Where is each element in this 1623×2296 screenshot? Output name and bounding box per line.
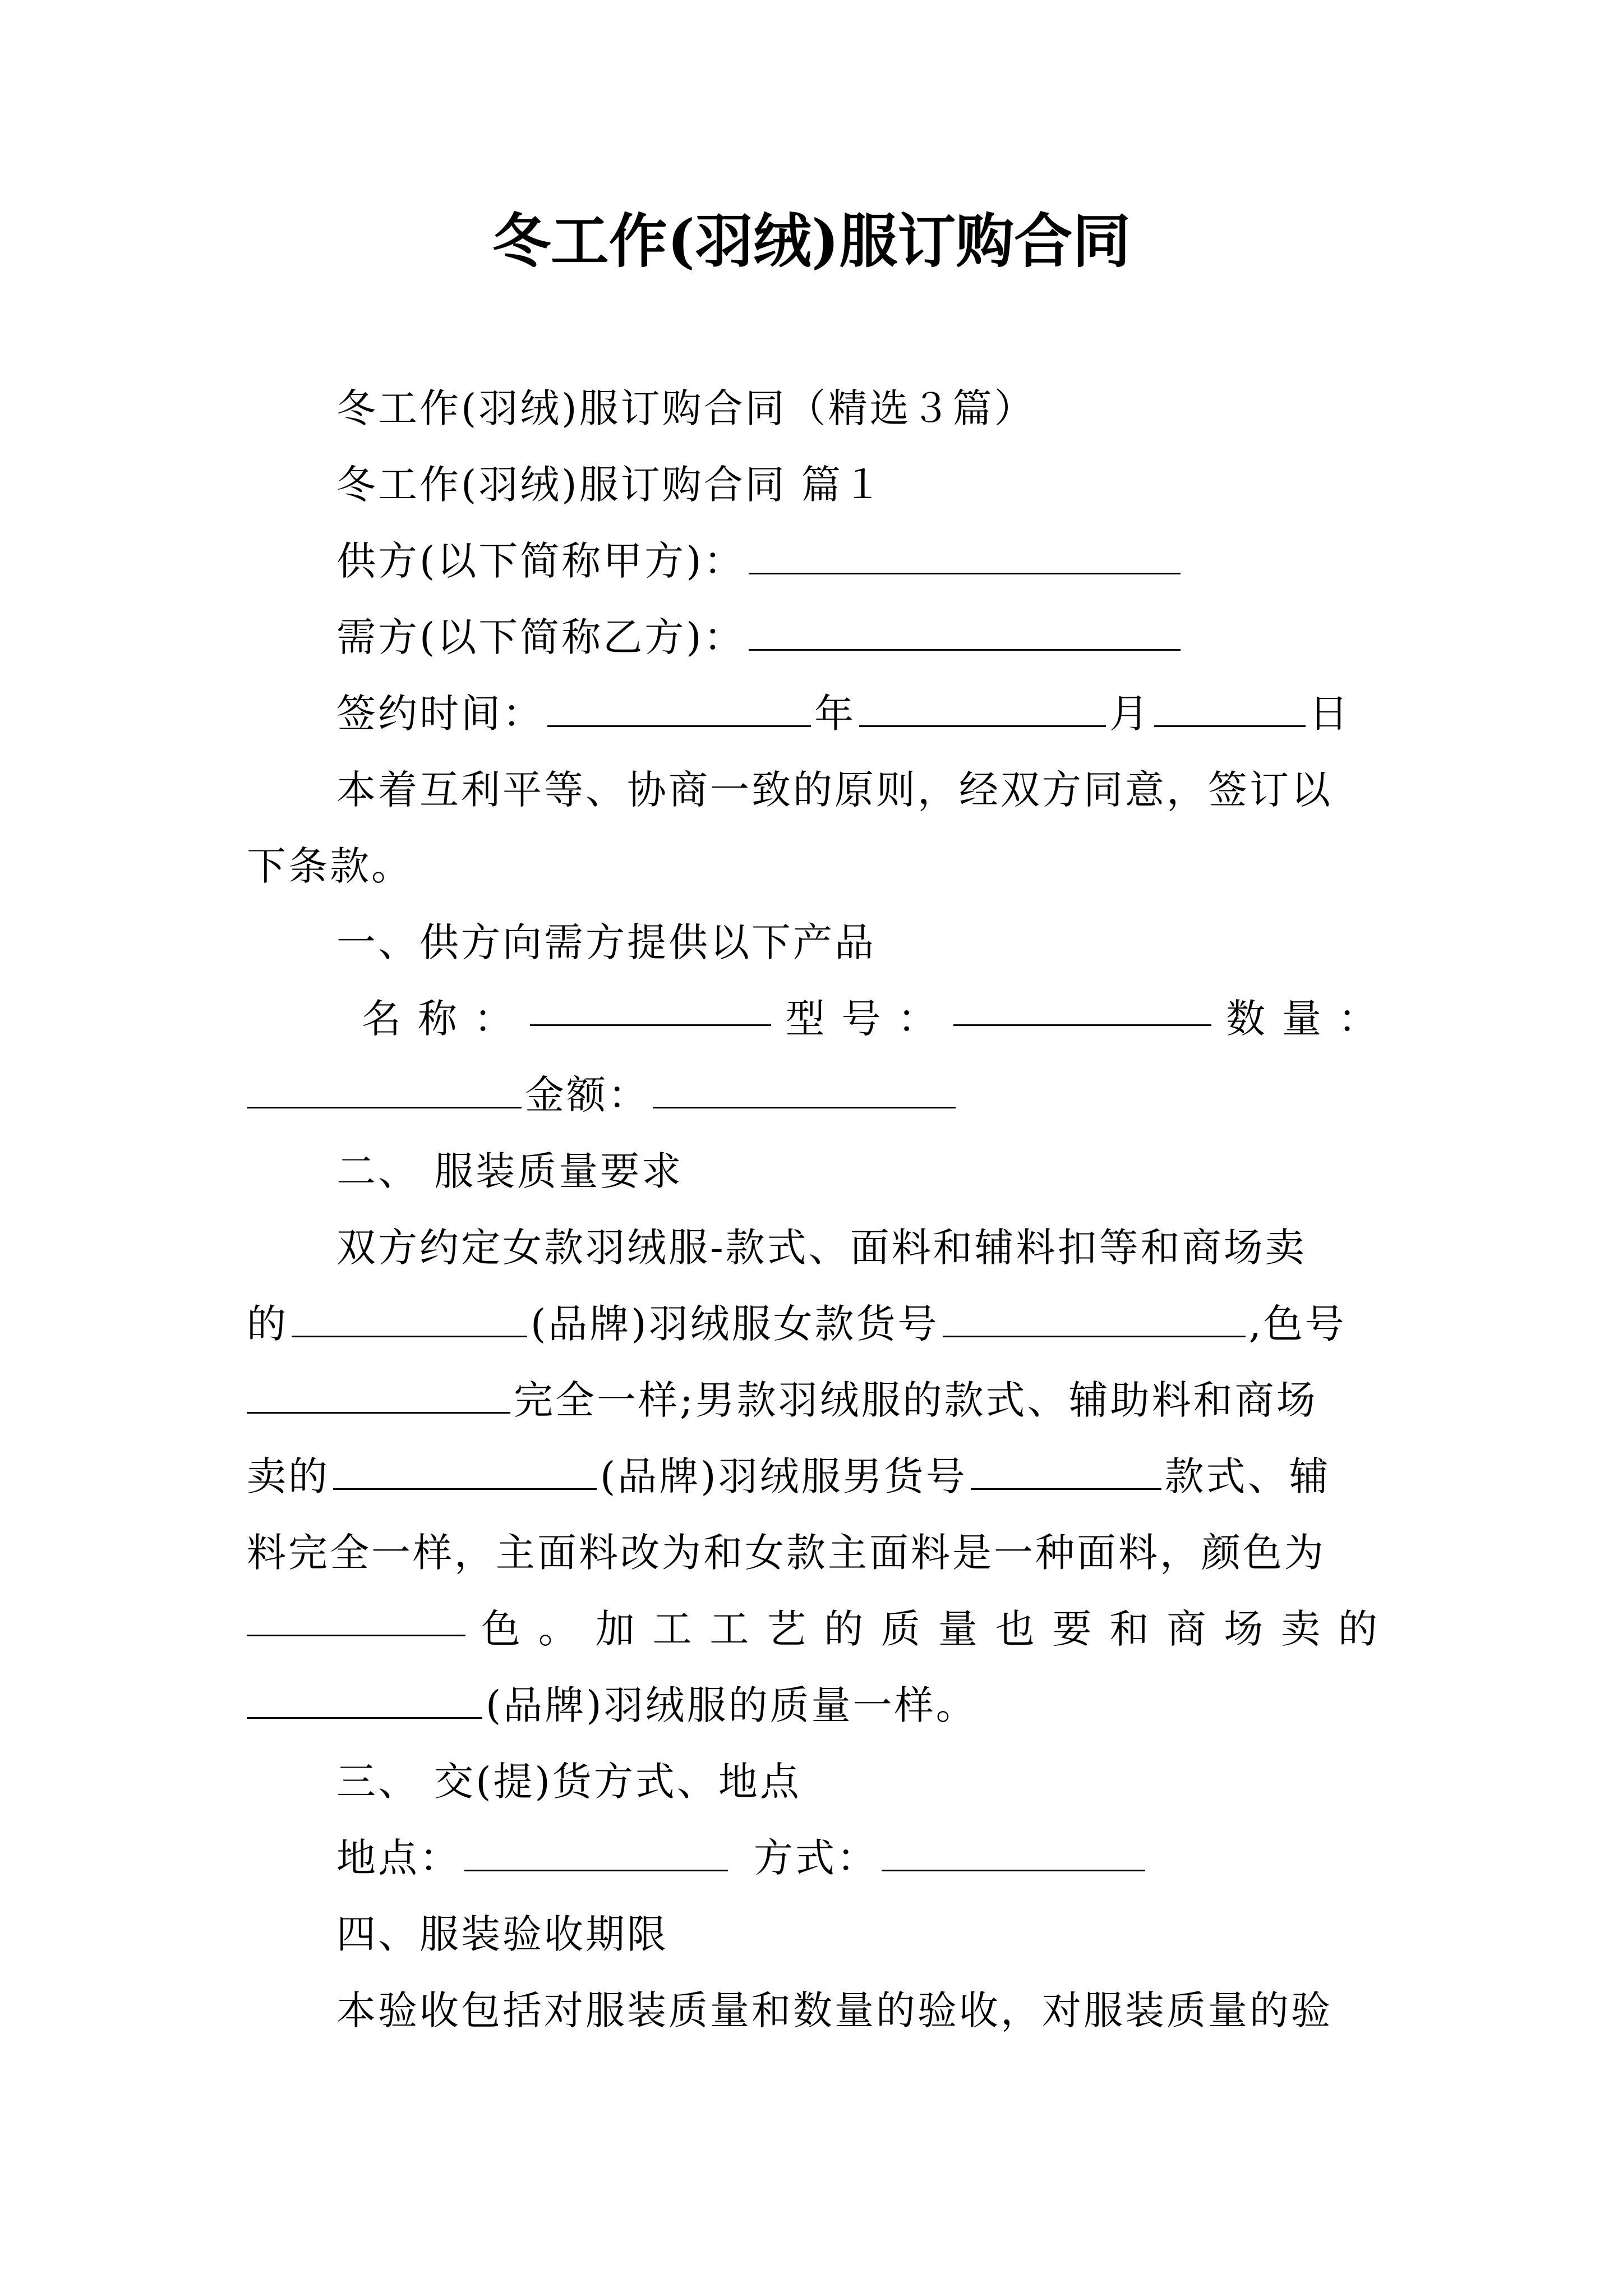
clause2-line-5: 料完全一样，主面料改为和女款主面料是一种面料，颜色为 — [247, 1530, 1326, 1576]
l6-char: 。 — [538, 1606, 580, 1652]
clause2-l7-text: (品牌)羽绒服的质量一样。 — [486, 1682, 978, 1728]
color-number-blank[interactable] — [247, 1378, 510, 1414]
buyer-label: 需方(以下简称乙方)： — [336, 614, 745, 660]
women-brand-blank[interactable] — [292, 1302, 527, 1337]
clause2-l4-start: 卖的 — [247, 1453, 330, 1499]
qty-char-2: 量 — [1282, 996, 1324, 1042]
l6-char: 艺 — [767, 1606, 809, 1652]
buyer-line — [336, 609, 1380, 665]
l6-char: 的 — [824, 1606, 866, 1652]
l6-char: 加 — [595, 1606, 637, 1652]
qty-char-1: 数 — [1226, 996, 1268, 1042]
clause2-l4-mid: (品牌)羽绒服男货号 — [600, 1453, 967, 1499]
place-blank[interactable] — [464, 1836, 728, 1871]
supplier-line — [336, 533, 1380, 589]
clause2-l2-start: 的 — [247, 1301, 288, 1347]
model-char-2: 号 — [841, 996, 883, 1042]
year-label: 年 — [814, 691, 856, 737]
year-blank[interactable] — [547, 692, 811, 727]
clause2-line-6 — [247, 1601, 1380, 1657]
name-char-1: 名 — [362, 996, 403, 1042]
name-char-3: ： — [473, 996, 515, 1042]
name-blank[interactable] — [530, 991, 771, 1026]
buyer-blank[interactable] — [749, 615, 1181, 651]
l6-char: 和 — [1109, 1606, 1151, 1652]
intro-line-2: 下条款。 — [247, 843, 413, 889]
model-blank[interactable] — [953, 991, 1211, 1026]
l6-char: 的 — [1338, 1606, 1380, 1652]
place-label: 地点： — [336, 1835, 461, 1881]
clause1-heading: 一、供方向需方提供以下产品 — [336, 919, 876, 965]
l6-char: 工 — [652, 1606, 694, 1652]
clause3-heading: 三、 交(提)货方式、地点 — [336, 1759, 801, 1805]
subtitle: 冬工作(羽绒)服订购合同（精选３篇） — [336, 385, 1036, 431]
l6-char: 色 — [481, 1606, 523, 1652]
month-label: 月 — [1109, 691, 1151, 737]
amount-blank[interactable] — [653, 1073, 956, 1108]
clause2-l2-end: ,色号 — [1248, 1301, 1347, 1347]
clause2-line-2 — [247, 1296, 1380, 1352]
clause4-line-1: 本验收包括对服装质量和数量的验收，对服装质量的验 — [336, 1987, 1332, 2033]
section-heading: 冬工作(羽绒)服订购合同 篇１ — [336, 462, 884, 508]
clause2-line-1: 双方约定女款羽绒服-款式、面料和辅料扣等和商场卖 — [336, 1225, 1307, 1271]
men-brand-blank[interactable] — [333, 1455, 597, 1490]
sign-time-line — [336, 685, 1380, 742]
quality-brand-blank[interactable] — [247, 1683, 482, 1719]
document-title: 冬工作(羽绒)服订购合同 — [492, 206, 1131, 275]
clause4-heading: 四、服装验收期限 — [336, 1911, 668, 1957]
model-char-3: ： — [897, 996, 939, 1042]
method-blank[interactable] — [882, 1836, 1145, 1871]
clause2-heading: 二、 服装质量要求 — [336, 1148, 684, 1194]
day-blank[interactable] — [1154, 692, 1306, 727]
color-blank[interactable] — [247, 1601, 465, 1636]
clause2-l3-text: 完全一样;男款羽绒服的款式、辅助料和商场 — [514, 1377, 1318, 1423]
sign-time-label: 签约时间： — [336, 691, 544, 737]
clause2-line-3 — [247, 1372, 1380, 1428]
clause2-l4-end: 款式、辅 — [1164, 1453, 1331, 1499]
l6-char: 场 — [1224, 1606, 1266, 1652]
product-fields-line — [362, 991, 1380, 1047]
clause2-l2-mid: (品牌)羽绒服女款货号 — [531, 1301, 939, 1347]
clause2-line-7 — [247, 1677, 1380, 1733]
qty-blank[interactable] — [247, 1073, 522, 1108]
amount-line — [247, 1067, 1380, 1123]
l6-char: 要 — [1052, 1606, 1094, 1652]
l6-char: 也 — [995, 1606, 1037, 1652]
intro-line-1: 本着互利平等、协商一致的原则，经双方同意，签订以 — [336, 767, 1332, 813]
l6-char: 商 — [1166, 1606, 1209, 1652]
amount-label: 金额： — [525, 1072, 649, 1118]
model-char-1: 型 — [785, 996, 827, 1042]
l6-char: 量 — [938, 1606, 980, 1652]
men-item-number-blank[interactable] — [971, 1455, 1161, 1490]
day-label: 日 — [1309, 691, 1350, 737]
l6-char: 质 — [881, 1606, 923, 1652]
women-item-number-blank[interactable] — [943, 1302, 1246, 1337]
delivery-line — [336, 1830, 1380, 1886]
month-blank[interactable] — [859, 692, 1106, 727]
clause2-line-4 — [247, 1448, 1380, 1504]
l6-char: 工 — [709, 1606, 751, 1652]
supplier-label: 供方(以下简称甲方)： — [336, 538, 745, 584]
qty-char-3: ： — [1338, 996, 1380, 1042]
supplier-blank[interactable] — [749, 539, 1181, 574]
l6-char: 卖 — [1281, 1606, 1323, 1652]
method-label: 方式： — [754, 1835, 878, 1881]
name-char-2: 称 — [417, 996, 459, 1042]
